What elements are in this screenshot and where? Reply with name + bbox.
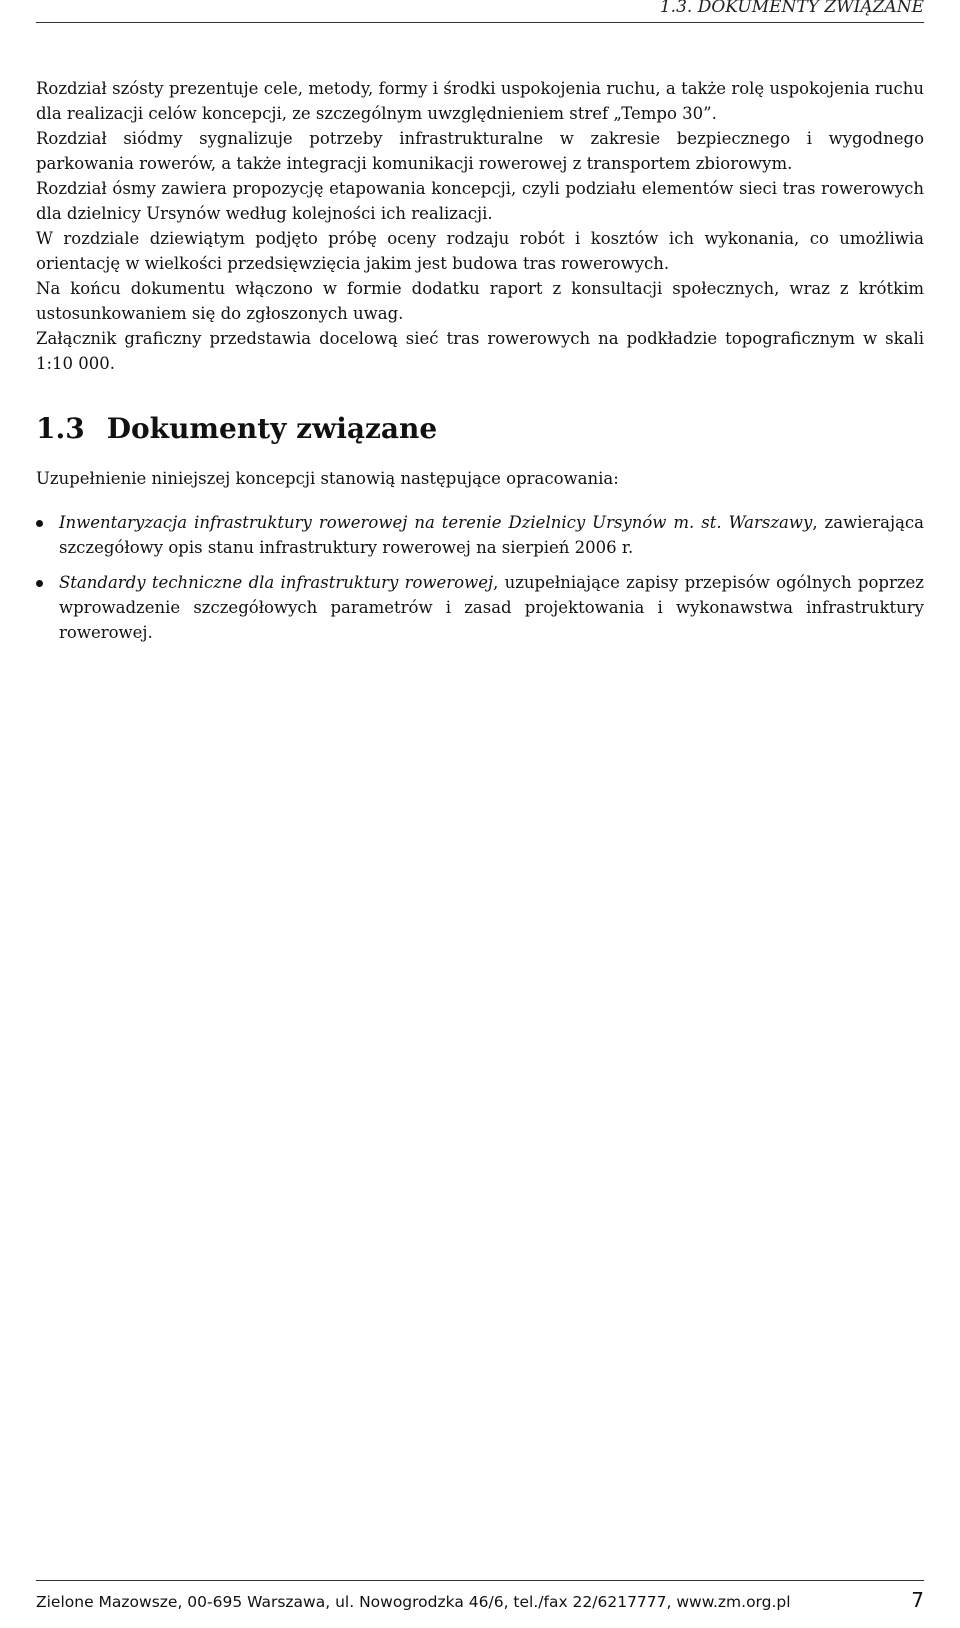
footer-divider bbox=[36, 1580, 924, 1581]
running-header-title: 1.3. DOKUMENTY ZWIĄZANE bbox=[659, 0, 924, 17]
section-title: Dokumenty związane bbox=[106, 412, 438, 445]
related-documents-list bbox=[36, 510, 924, 655]
paragraph: W rozdziale dziewiątym podjęto próbę oceny rodzaju robót i kosztów ich wykonania, co umożliwia orientację w wielkości przedsięwzięcia jakim jest budowa tras rowerowych. bbox=[36, 229, 924, 273]
list-item bbox=[36, 510, 924, 560]
paragraph: Rozdział ósmy zawiera propozycję etapowania koncepcji, czyli podziału elementów sieci tras rowerowych dla dzielnicy Ursynów według kolejności ich realizacji. bbox=[36, 179, 924, 223]
paragraph: Na końcu dokumentu włączono w formie dodatku raport z konsultacji społecznych, wraz z krótkim ustosunkowaniem się do zgłoszonych uwag. bbox=[36, 279, 924, 323]
chapter-overview-text bbox=[36, 76, 924, 376]
footer-address: Zielone Mazowsze, 00-695 Warszawa, ul. Nowogrodzka 46/6, tel./fax 22/6217777, www.zm.org.pl bbox=[36, 1593, 791, 1611]
document-description: , zawierająca szczegółowy opis stanu infrastruktury rowerowej na sierpień 2006 r. bbox=[59, 513, 924, 557]
document-description: , uzupełniające zapisy przepisów ogólnych poprzez wprowadzenie szczegółowych parametrów i zasad projektowania i wykonawstwa infrastruktury rowerowej. bbox=[59, 573, 924, 642]
running-header bbox=[36, 0, 924, 23]
bullet-icon bbox=[36, 580, 43, 587]
page-number: 7 bbox=[911, 1588, 924, 1612]
document-title: Standardy techniczne dla infrastruktury rowerowej bbox=[59, 573, 494, 592]
paragraph: Rozdział szósty prezentuje cele, metody, formy i środki uspokojenia ruchu, a także rolę uspokojenia ruchu dla realizacji celów koncepcji, ze szczególnym uwzględnieniem stref „Tempo 30”. bbox=[36, 79, 924, 123]
list-item bbox=[36, 570, 924, 645]
section-intro: Uzupełnienie niniejszej koncepcji stanowią następujące opracowania: bbox=[36, 469, 619, 488]
paragraph: Załącznik graficzny przedstawia docelową sieć tras rowerowych na podkładzie topograficznym w skali 1:10 000. bbox=[36, 329, 924, 373]
document-title: Inwentaryzacja infrastruktury rowerowej na terenie Dzielnicy Ursynów m. st. Warszawy bbox=[59, 513, 813, 532]
section-number: 1.3 bbox=[36, 412, 85, 445]
page-footer bbox=[0, 1580, 924, 1628]
bullet-icon bbox=[36, 520, 43, 527]
paragraph: Rozdział siódmy sygnalizuje potrzeby infrastrukturalne w zakresie bezpiecznego i wygodnego parkowania rowerów, a także integracji komunikacji rowerowej z transportem zbiorowym. bbox=[36, 129, 924, 173]
section-heading bbox=[36, 412, 924, 446]
